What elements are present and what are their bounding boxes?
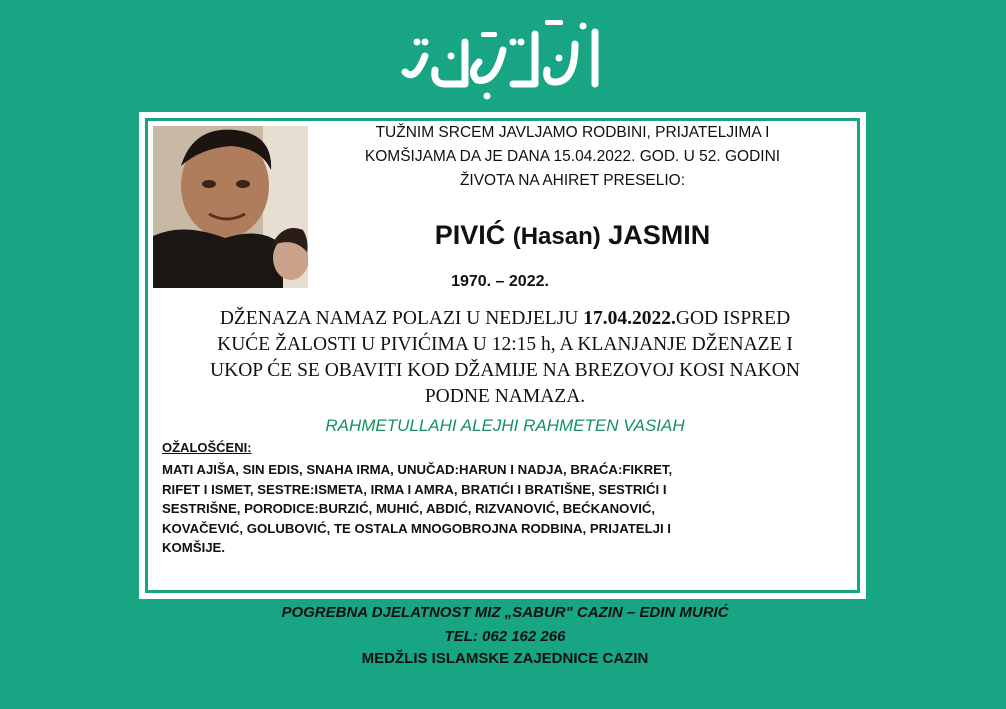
funeral-service-name: POGREBNA DJELATNOST MIZ „SABUR" CAZIN – EDIN MURIĆ xyxy=(281,604,729,621)
intro-line-2: KOMŠIJAMA DA JE DANA 15.04.2022. GOD. U 52. GODINI xyxy=(364,148,781,165)
life-years: 1970. – 2022. xyxy=(451,273,549,290)
announcement-intro xyxy=(315,121,830,193)
funeral-line-4: PODNE NAMAZA. xyxy=(424,386,586,407)
deceased-father-name: (Hasan) xyxy=(512,223,601,250)
mourners-line-5: KOMŠIJE. xyxy=(162,540,226,555)
prayer-text: RAHMETULLAHI ALEJHI RAHMETEN VASIAH xyxy=(325,416,685,435)
funeral-line-1-text: DŽENAZA NAMAZ POLAZI U NEDJELJU xyxy=(219,308,584,329)
islamic-community-name: MEDŽLIS ISLAMSKE ZAJEDNICE CAZIN xyxy=(361,650,649,667)
mourners-line-1: MATI AJIŠA, SIN EDIS, SNAHA IRMA, UNUČAD:HARUN I NADJA, BRAĆA:FIKRET, xyxy=(162,462,673,477)
deceased-surname: PIVIĆ xyxy=(434,220,506,250)
mourners-label: OŽALOŠĆENI: xyxy=(162,440,252,455)
mourners-line-2: RIFET I ISMET, SESTRE:ISMETA, IRMA I AMRA, BRATIĆI I BRATIŠNE, SESTRIĆI I xyxy=(162,481,667,497)
funeral-details xyxy=(165,306,845,410)
deceased-name xyxy=(315,220,830,251)
mourners-list xyxy=(162,460,822,558)
funeral-line-1 xyxy=(165,306,845,332)
mourners-line-4: KOVAČEVIĆ, GOLUBOVIĆ, TE OSTALA MNOGOBROJNA RODBINA, PRIJATELJI I xyxy=(162,520,671,536)
arabic-calligraphy-icon xyxy=(395,12,615,102)
funeral-line-2: KUĆE ŽALOSTI U PIVIĆIMA U 12:15 h, A KLANJANJE DŽENAZE I xyxy=(217,334,793,355)
mourners-line-3: SESTRIŠNE, PORODICE:BURZIĆ, MUHIĆ, ABDIĆ, RIZVANOVIĆ, BEĆKANOVIĆ, xyxy=(162,501,656,516)
deceased-first-name: JASMIN xyxy=(608,220,711,250)
deceased-photo xyxy=(153,126,308,288)
funeral-line-3: UKOP ĆE SE OBAVITI KOD DŽAMIJE NA BREZOVOJ KOSI NAKON xyxy=(210,360,800,381)
funeral-line-1-end: GOD ISPRED xyxy=(675,308,791,329)
intro-line-1: TUŽNIM SRCEM JAVLJAMO RODBINI, PRIJATELJIMA I xyxy=(375,124,770,141)
funeral-date: 17.04.2022. xyxy=(583,308,676,329)
funeral-service-phone: TEL: 062 162 266 xyxy=(444,628,566,645)
intro-line-3: ŽIVOTA NA AHIRET PRESELIO: xyxy=(459,172,686,189)
